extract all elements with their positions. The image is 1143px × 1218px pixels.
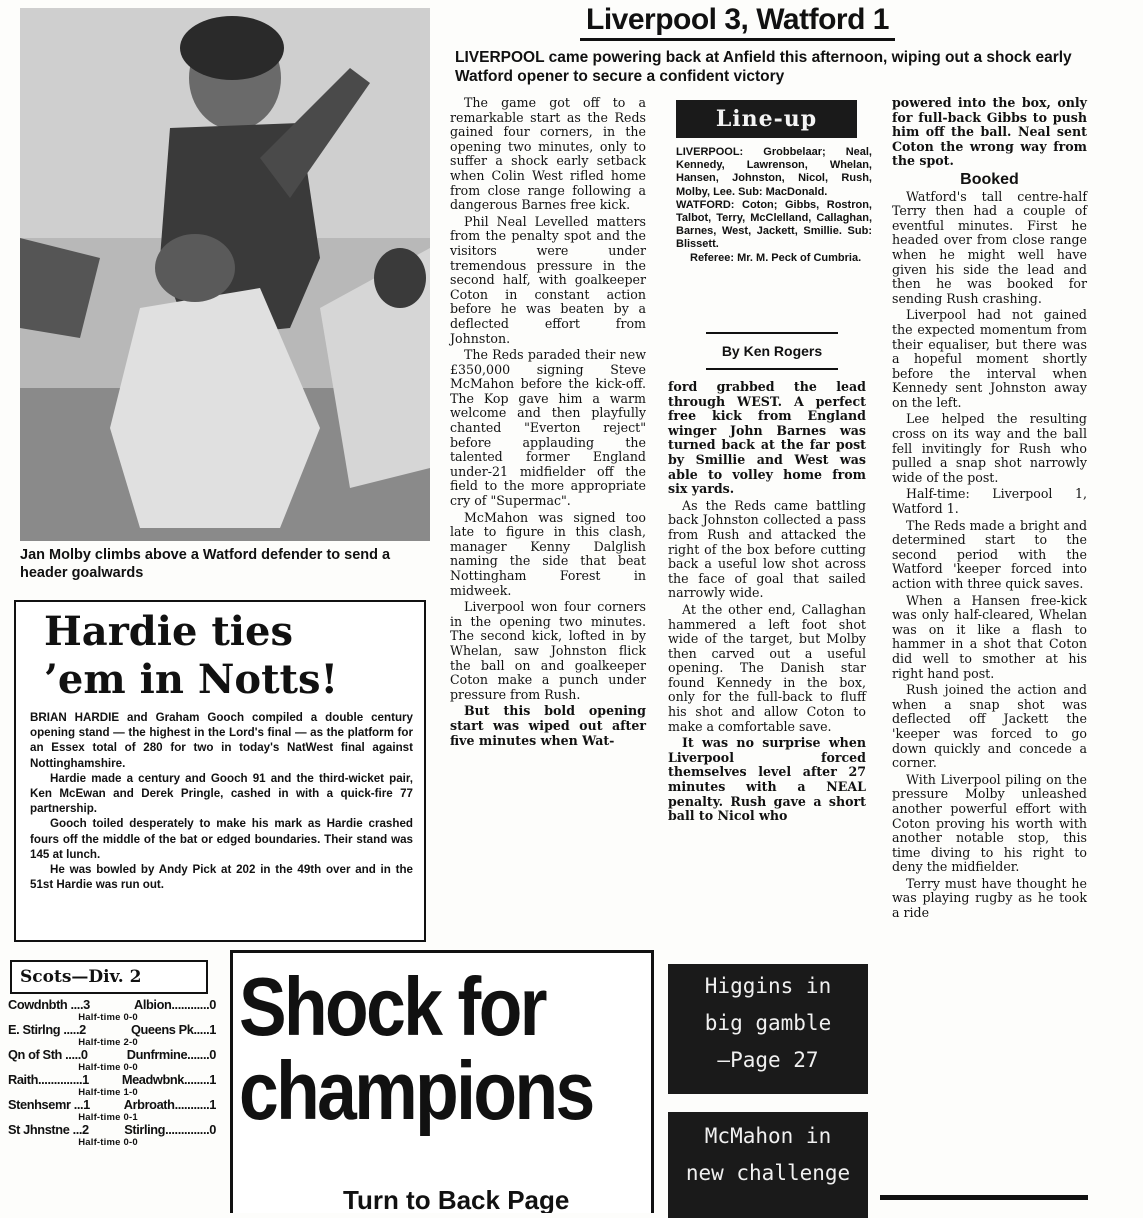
match-headline: Liverpool 3, Watford 1 <box>580 2 895 41</box>
result-halftime: Half-time 1-0 <box>78 1087 138 1098</box>
report-paragraph: powered into the box, only for full-back Gibbs to push him off the ball. Neal sent Coton the wrong way from the spot. <box>892 95 1087 169</box>
hardie-paragraph: Gooch toiled desperately to make his mark as Hardie crashed fours off the middle of the bat or edged boundaries. Their stand was 145 at lunch. <box>30 817 413 861</box>
report-paragraph: But this bold opening start was wiped out after five minutes when Wat- <box>450 703 646 748</box>
promo-higgins <box>668 964 868 1094</box>
result-row <box>8 1023 216 1037</box>
result-row <box>8 998 216 1012</box>
report-column-3 <box>892 96 1087 923</box>
bottom-rule <box>880 1195 1088 1200</box>
photo-caption: Jan Molby climbs above a Watford defender to send a header goalwards <box>20 547 391 581</box>
report-column-1 <box>450 96 646 750</box>
result-away: Stirling..............0 <box>124 1123 216 1137</box>
report-paragraph: Rush joined the action and when a snap shot was deflected off Jackett the 'keeper was forced to go down quickly and concede a corner. <box>892 682 1087 771</box>
hardie-headline-line2: ’em in Notts! <box>44 656 339 703</box>
report-paragraph: McMahon was signed too late to figure in this clash, manager Kenny Dalglish naming the side that beat Nottingham Forest in midweek. <box>450 509 646 598</box>
promo-line: McMahon in <box>704 1124 832 1148</box>
result-away: Meadwbnk........1 <box>121 1073 216 1087</box>
report-paragraph: Half-time: Liverpool 1, Watford 1. <box>892 486 1087 517</box>
report-paragraph: It was no surprise when Liverpool forced themselves level after 27 minutes with a NEAL penalty. Rush gave a short ball to Nicol who <box>668 735 866 824</box>
result-home: Stenhsemr ...1 <box>8 1098 90 1112</box>
report-paragraph: The Reds made a bright and determined start to the second period with the Watford 'keeper forced into action with three quick saves. <box>892 517 1087 591</box>
promo-line: big gamble <box>704 1011 832 1035</box>
result-row <box>8 1123 216 1137</box>
result-halftime: Half-time 0-1 <box>78 1112 138 1123</box>
match-standfirst: LIVERPOOL came powering back at Anfield this afternoon, wiping out a shock early Watford opener to secure a confident victory <box>455 49 1072 85</box>
promo-line: Higgins in <box>704 974 832 998</box>
report-paragraph: With Liverpool piling on the pressure Molby unleashed another powerful effort with Coton proving his worth with another notable stop, this time diving to his right to deny the midfielder. <box>892 771 1087 875</box>
result-halftime: Half-time 0-0 <box>78 1062 138 1073</box>
report-paragraph: At the other end, Callaghan hammered a left foot shot wide of the target, but Molby then carved out a useful opening. The Danish star found Kennedy in the box, only for the full-back to fluff his shot and allow Coton to make a comfortable save. <box>668 601 866 734</box>
byline: By Ken Rogers <box>706 332 838 370</box>
turn-to-back-page: Turn to Back Page <box>343 1185 570 1213</box>
hardie-body <box>30 710 413 892</box>
lineup-watford: WATFORD: Coton; Gibbs, Rostron, Talbot, Terry, McClelland, Callaghan, Barnes, West, Jackett, Smillie. Sub: Blissett. <box>676 198 872 251</box>
match-photo <box>20 8 430 541</box>
report-paragraph: Terry must have thought he was playing rugby as he took a ride <box>892 875 1087 921</box>
lineup-referee: Referee: Mr. M. Peck of Cumbria. <box>690 251 862 264</box>
report-paragraph: Watford's tall centre-half Terry then had a couple of eventful minutes. First he headed over from close range when he might well have given his side the lead and then he was booked for sending Rush crashing. <box>892 188 1087 306</box>
scots-results <box>8 960 218 1148</box>
result-home: Raith..............1 <box>8 1073 89 1087</box>
hardie-paragraph: BRIAN HARDIE and Graham Gooch compiled a double century opening stand — the highest in the Lord's final — as the platform for an Essex total of 280 for two in today's NatWest final against Nottinghamshire. <box>30 711 413 770</box>
shock-box <box>230 950 654 1213</box>
result-row <box>8 1098 216 1112</box>
result-halftime: Half-time 0-0 <box>78 1012 138 1023</box>
result-home: Qn of Sth .....0 <box>8 1048 88 1062</box>
result-away: Dunfrmine.......0 <box>126 1048 216 1062</box>
lineup-title: Line-up <box>676 100 857 138</box>
hardie-paragraph: Hardie made a century and Gooch 91 and the third-wicket pair, Ken McEwan and Derek Pringle, cashed in with a quick-fire 77 partnership. <box>30 771 413 816</box>
result-away: Queens Pk.....1 <box>130 1023 216 1037</box>
result-halftime: Half-time 0-0 <box>78 1137 138 1148</box>
hardie-paragraph: He was bowled by Andy Pick at 202 in the 49th over and in the 51st Hardie was run out. <box>30 863 413 892</box>
shock-headline-line2: champions <box>239 1044 593 1137</box>
result-row <box>8 1048 216 1062</box>
hardie-headline <box>44 608 414 704</box>
promo-mcmahon <box>668 1112 868 1218</box>
result-away: Arbroath...........1 <box>123 1098 216 1112</box>
scots-title: Scots—Div. 2 <box>10 960 208 994</box>
result-away: Albion............0 <box>134 998 216 1012</box>
result-row <box>8 1073 216 1087</box>
lineup-text <box>676 146 872 265</box>
report-paragraph: ford grabbed the lead through WEST. A perfect free kick from England winger John Barnes was turned back at the far post by Smillie and West was able to volley home from six yards. <box>668 379 866 497</box>
result-halftime: Half-time 2-0 <box>78 1037 138 1048</box>
promo-line: —Page 27 <box>717 1048 819 1072</box>
report-paragraph: Phil Neal Levelled matters from the penalty spot and the visitors were under tremendous pressure in the second half, with goalkeeper Coton in constant action before he was beaten by a deflected effort from Johnston. <box>450 213 646 346</box>
report-paragraph: Liverpool had not gained the expected momentum from their equaliser, but there was a hopeful moment shortly before the interval when Kennedy sent Johnston away on the left. <box>892 307 1087 410</box>
player-heading-image <box>20 8 430 541</box>
shock-headline-line1: Shock for <box>239 960 545 1053</box>
result-home: Cowdnbth ....3 <box>8 998 90 1012</box>
shock-headline <box>239 960 593 1137</box>
report-column-2 <box>668 380 866 826</box>
promo-line: new challenge <box>685 1161 851 1185</box>
report-paragraph: Lee helped the resulting cross on its way and the ball fell invitingly for Rush who pulled a snap shot narrowly wide of the post. <box>892 411 1087 485</box>
hardie-headline-line1: Hardie ties <box>44 608 293 655</box>
report-paragraph: As the Reds came battling back Johnston collected a pass from Rush and attacked the right of the box before cutting back a useful low shot across the face of goal that sailed narrowly wide. <box>668 497 866 601</box>
report-paragraph: The Reds paraded their new £350,000 signing Steve McMahon before the kick-off. The Kop gave him a warm welcome and then playfully chanted "Everton reject" before applauding the talented former England under-21 midfielder off the field to the more appropriate cry of "Supermac". <box>450 347 646 509</box>
results-list <box>8 998 218 1148</box>
lineup-liverpool: LIVERPOOL: Grobbelaar; Neal, Kennedy, Lawrenson, Whelan, Hansen, Johnston, Nicol, Rush, Molby, Lee. Sub: MacDonald. <box>676 146 872 198</box>
result-home: E. Stirlng .....2 <box>8 1023 86 1037</box>
report-paragraph: The game got off to a remarkable start as the Reds gained four corners, in the opening two minutes, only to suffer a shock early setback when Colin West rifled home from close range following a dangerous Barnes free kick. <box>450 95 646 213</box>
hardie-story-box <box>14 600 426 942</box>
report-paragraph: When a Hansen free-kick was only half-cleared, Whelan was on it like a flash to hammer in a shot that Coton did well to smother at his right hand post. <box>892 592 1087 681</box>
report-paragraph: Liverpool won four corners in the opening two minutes. The second kick, lofted in by Whelan, saw Johnston flick the ball on and goalkeeper Coton make a punch under pressure from Rush. <box>450 599 646 702</box>
subheading: Booked <box>960 170 1019 188</box>
result-home: St Jhnstne ...2 <box>8 1123 89 1137</box>
